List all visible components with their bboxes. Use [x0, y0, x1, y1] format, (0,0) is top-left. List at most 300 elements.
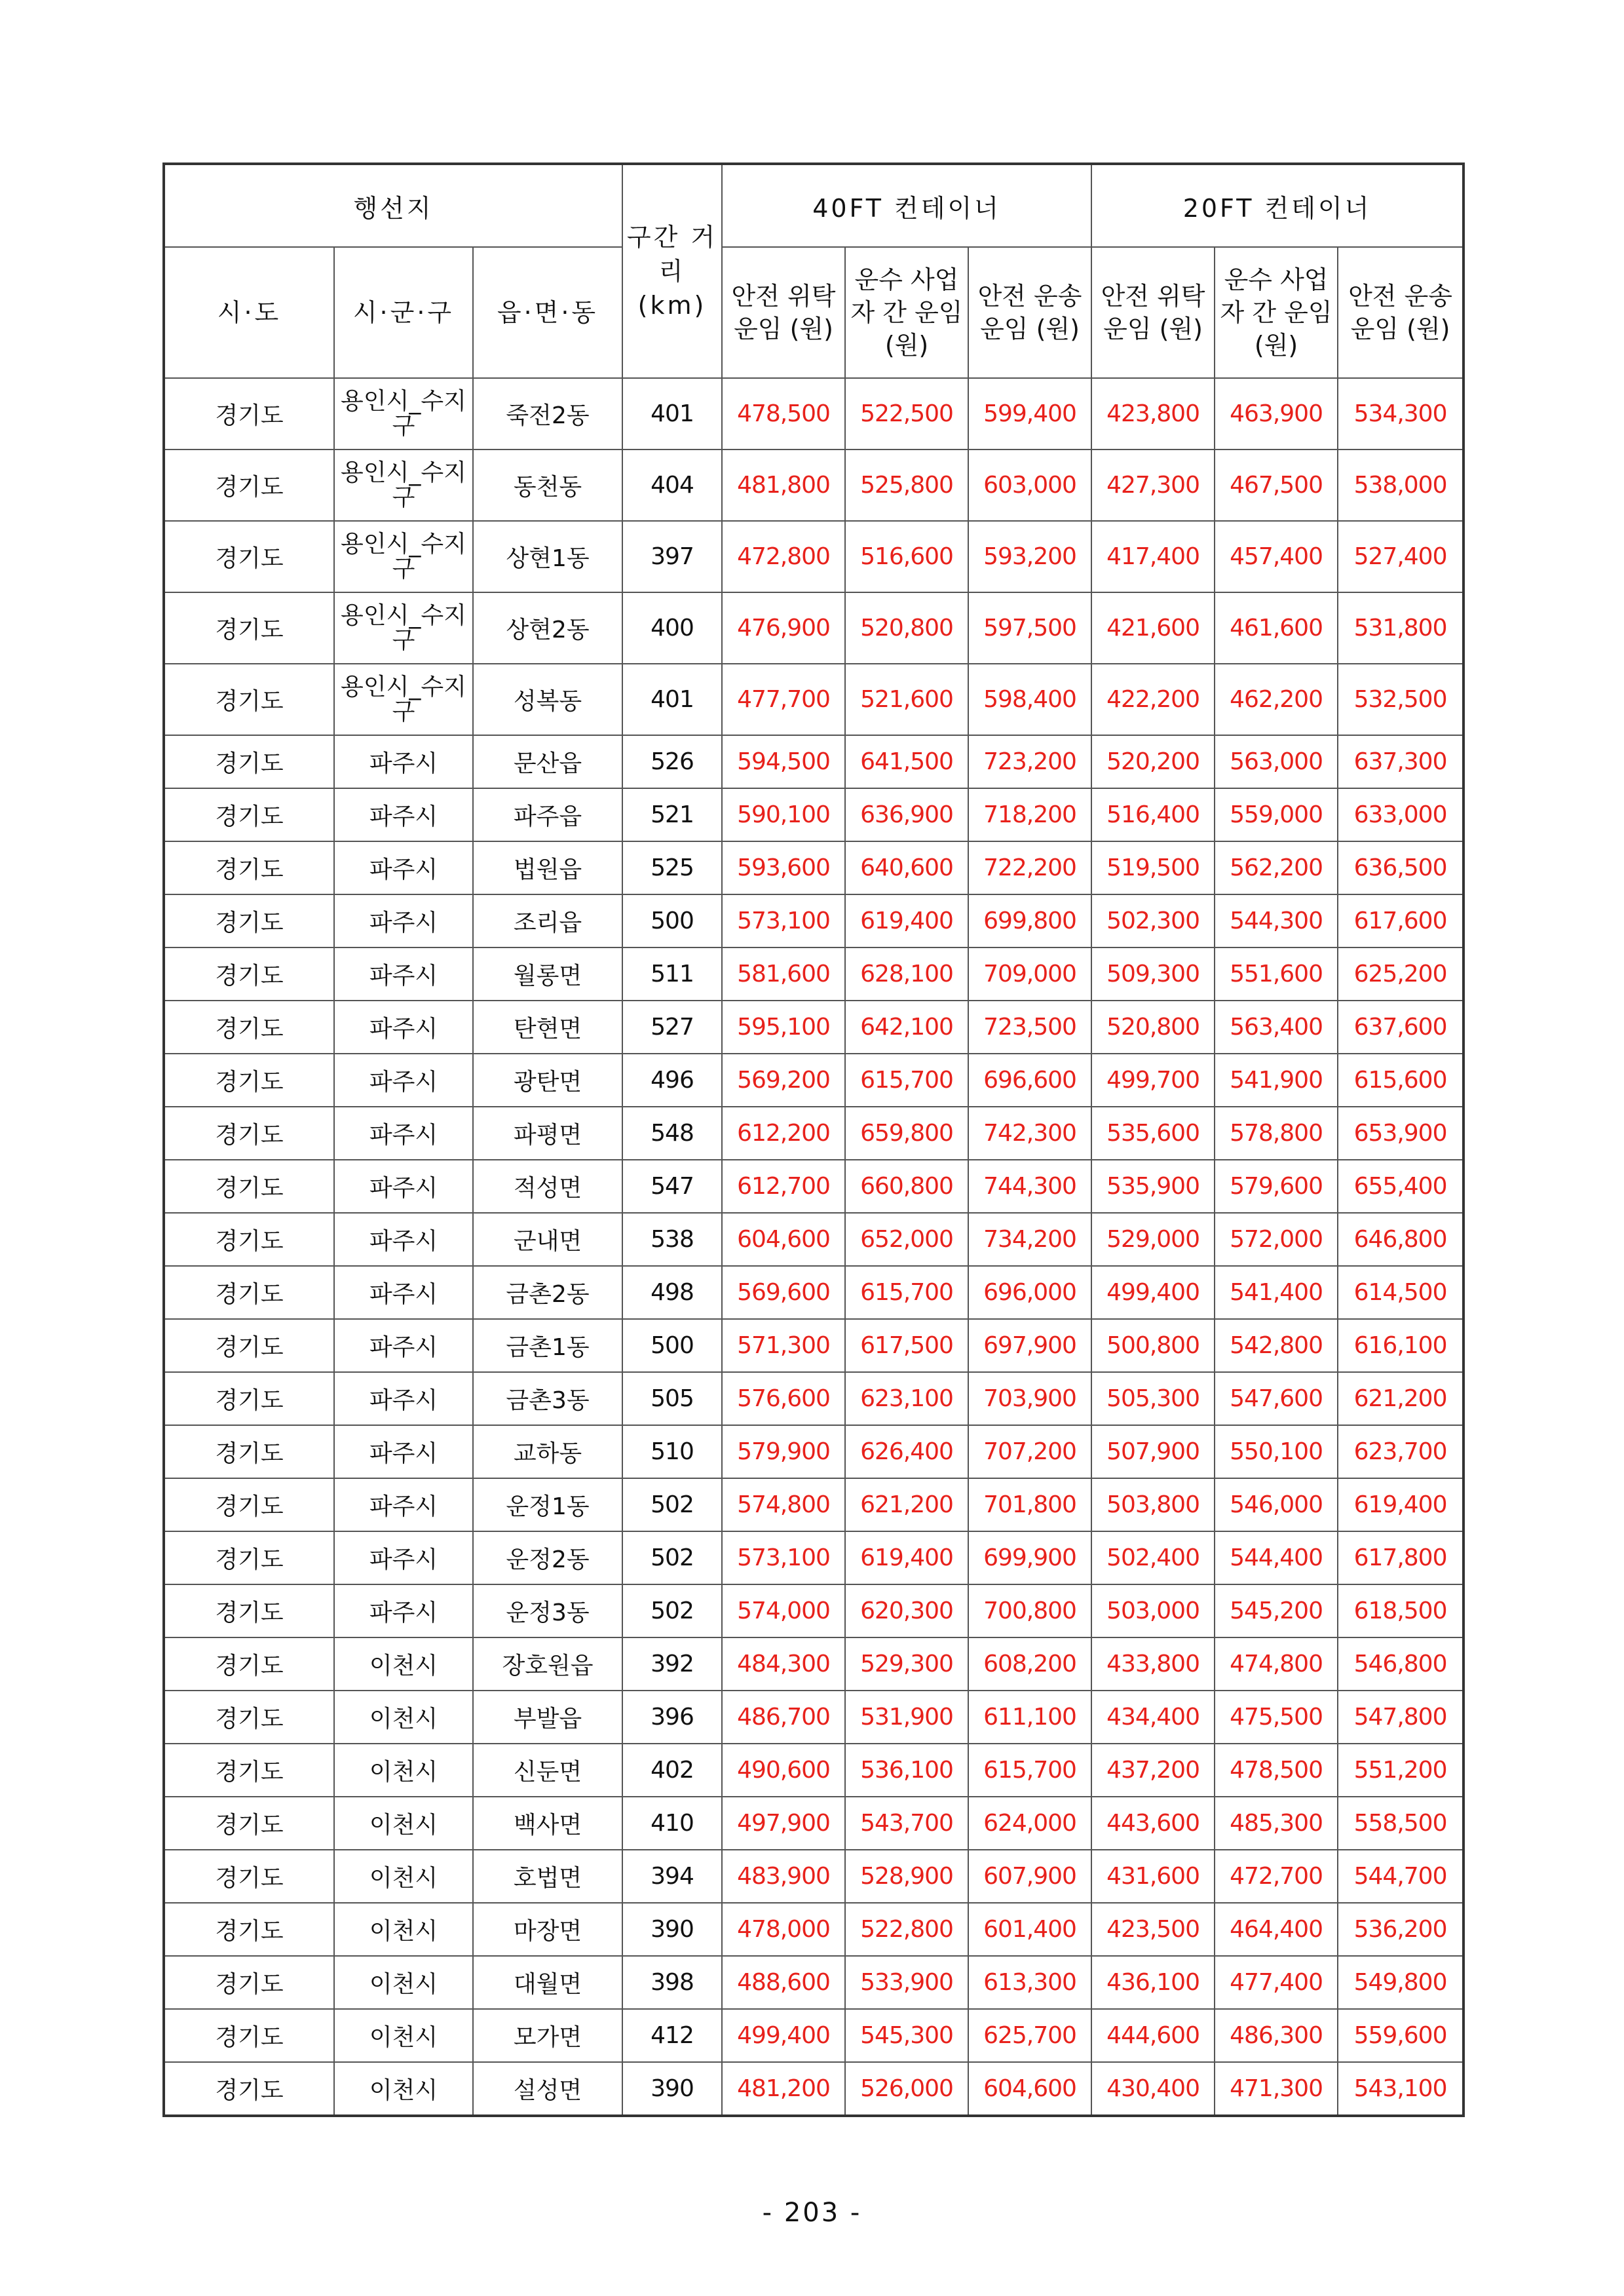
- cell-sido: 경기도: [164, 1797, 334, 1850]
- cell-eupmyeondong: 적성면: [473, 1160, 622, 1213]
- cell-20ft-carrier: 463,900: [1215, 378, 1338, 450]
- cell-sido: 경기도: [164, 1001, 334, 1054]
- cell-40ft-safe-transport: 611,100: [968, 1691, 1091, 1744]
- cell-40ft-safe-consign: 604,600: [722, 1213, 845, 1266]
- header-40ft-safe-transport: 안전 운송 운임 (원): [968, 247, 1091, 378]
- cell-sigungu: 파주시: [334, 735, 473, 788]
- cell-40ft-carrier: 522,500: [845, 378, 968, 450]
- cell-eupmyeondong: 운정2동: [473, 1531, 622, 1584]
- table-row: [164, 1691, 1463, 1744]
- cell-40ft-safe-consign: 576,600: [722, 1372, 845, 1425]
- cell-20ft-carrier: 478,500: [1215, 1744, 1338, 1797]
- cell-eupmyeondong: 군내면: [473, 1213, 622, 1266]
- cell-sido: 경기도: [164, 1531, 334, 1584]
- cell-sigungu: 파주시: [334, 1054, 473, 1107]
- table-row: [164, 1319, 1463, 1372]
- cell-20ft-carrier: 544,400: [1215, 1531, 1338, 1584]
- cell-40ft-safe-transport: 613,300: [968, 1956, 1091, 2009]
- cell-40ft-safe-transport: 604,600: [968, 2062, 1091, 2116]
- cell-sigungu: 파주시: [334, 1107, 473, 1160]
- cell-sido: 경기도: [164, 735, 334, 788]
- cell-20ft-safe-transport: 637,600: [1338, 1001, 1463, 1054]
- cell-20ft-safe-transport: 543,100: [1338, 2062, 1463, 2116]
- cell-20ft-carrier: 472,700: [1215, 1850, 1338, 1903]
- cell-40ft-carrier: 617,500: [845, 1319, 968, 1372]
- cell-eupmyeondong: 신둔면: [473, 1744, 622, 1797]
- cell-40ft-safe-transport: 624,000: [968, 1797, 1091, 1850]
- cell-sido: 경기도: [164, 1956, 334, 2009]
- table-row: [164, 947, 1463, 1001]
- cell-sigungu: 이천시: [334, 1744, 473, 1797]
- cell-20ft-safe-transport: 621,200: [1338, 1372, 1463, 1425]
- cell-40ft-safe-consign: 612,700: [722, 1160, 845, 1213]
- cell-eupmyeondong: 금촌1동: [473, 1319, 622, 1372]
- cell-20ft-safe-consign: 431,600: [1091, 1850, 1215, 1903]
- cell-40ft-carrier: 652,000: [845, 1213, 968, 1266]
- cell-40ft-safe-consign: 581,600: [722, 947, 845, 1001]
- cell-eupmyeondong: 죽전2동: [473, 378, 622, 450]
- cell-sigungu: 파주시: [334, 1160, 473, 1213]
- cell-distance: 400: [622, 592, 722, 664]
- cell-40ft-safe-transport: 597,500: [968, 592, 1091, 664]
- cell-40ft-carrier: 528,900: [845, 1850, 968, 1903]
- cell-40ft-carrier: 531,900: [845, 1691, 968, 1744]
- table-row: [164, 1001, 1463, 1054]
- cell-eupmyeondong: 성복동: [473, 664, 622, 735]
- cell-sigungu: 파주시: [334, 947, 473, 1001]
- table-row: [164, 1797, 1463, 1850]
- cell-sido: 경기도: [164, 1107, 334, 1160]
- table-row: [164, 1850, 1463, 1903]
- cell-distance: 511: [622, 947, 722, 1001]
- cell-40ft-safe-consign: 477,700: [722, 664, 845, 735]
- cell-20ft-safe-transport: 547,800: [1338, 1691, 1463, 1744]
- cell-40ft-safe-transport: 707,200: [968, 1425, 1091, 1478]
- cell-sido: 경기도: [164, 1160, 334, 1213]
- cell-distance: 390: [622, 2062, 722, 2116]
- cell-sigungu: 파주시: [334, 1478, 473, 1531]
- cell-sido: 경기도: [164, 1691, 334, 1744]
- header-eupmyeondong: 읍·면·동: [473, 247, 622, 378]
- cell-distance: 502: [622, 1584, 722, 1637]
- cell-sigungu: 용인시_수지구: [334, 664, 473, 735]
- cell-40ft-carrier: 615,700: [845, 1266, 968, 1319]
- cell-40ft-safe-consign: 490,600: [722, 1744, 845, 1797]
- cell-40ft-carrier: 626,400: [845, 1425, 968, 1478]
- table-row: [164, 841, 1463, 894]
- cell-40ft-safe-transport: 703,900: [968, 1372, 1091, 1425]
- cell-distance: 401: [622, 378, 722, 450]
- cell-20ft-safe-transport: 619,400: [1338, 1478, 1463, 1531]
- cell-sigungu: 이천시: [334, 1797, 473, 1850]
- cell-distance: 538: [622, 1213, 722, 1266]
- cell-sigungu: 파주시: [334, 1531, 473, 1584]
- cell-20ft-safe-transport: 616,100: [1338, 1319, 1463, 1372]
- cell-distance: 410: [622, 1797, 722, 1850]
- cell-eupmyeondong: 모가면: [473, 2009, 622, 2062]
- cell-eupmyeondong: 탄현면: [473, 1001, 622, 1054]
- cell-40ft-safe-consign: 484,300: [722, 1637, 845, 1691]
- cell-distance: 500: [622, 894, 722, 947]
- cell-20ft-safe-consign: 421,600: [1091, 592, 1215, 664]
- cell-20ft-safe-consign: 427,300: [1091, 450, 1215, 521]
- cell-40ft-safe-consign: 569,600: [722, 1266, 845, 1319]
- cell-sido: 경기도: [164, 1372, 334, 1425]
- cell-distance: 390: [622, 1903, 722, 1956]
- cell-sigungu: 용인시_수지구: [334, 378, 473, 450]
- cell-20ft-safe-transport: 617,800: [1338, 1531, 1463, 1584]
- cell-20ft-safe-transport: 546,800: [1338, 1637, 1463, 1691]
- cell-40ft-carrier: 619,400: [845, 1531, 968, 1584]
- cell-sido: 경기도: [164, 1054, 334, 1107]
- cell-40ft-safe-transport: 601,400: [968, 1903, 1091, 1956]
- cell-sigungu: 용인시_수지구: [334, 450, 473, 521]
- cell-20ft-safe-transport: 655,400: [1338, 1160, 1463, 1213]
- cell-40ft-safe-consign: 590,100: [722, 788, 845, 841]
- cell-sido: 경기도: [164, 378, 334, 450]
- cell-distance: 394: [622, 1850, 722, 1903]
- cell-20ft-carrier: 547,600: [1215, 1372, 1338, 1425]
- cell-eupmyeondong: 설성면: [473, 2062, 622, 2116]
- header-20ft-group: 20FT 컨테이너: [1091, 164, 1463, 247]
- cell-20ft-safe-consign: 499,400: [1091, 1266, 1215, 1319]
- cell-20ft-safe-consign: 444,600: [1091, 2009, 1215, 2062]
- cell-distance: 412: [622, 2009, 722, 2062]
- cell-20ft-carrier: 550,100: [1215, 1425, 1338, 1478]
- header-40ft-group: 40FT 컨테이너: [722, 164, 1091, 247]
- cell-20ft-carrier: 485,300: [1215, 1797, 1338, 1850]
- cell-20ft-carrier: 457,400: [1215, 521, 1338, 592]
- cell-40ft-safe-consign: 574,800: [722, 1478, 845, 1531]
- cell-40ft-carrier: 533,900: [845, 1956, 968, 2009]
- cell-20ft-safe-transport: 653,900: [1338, 1107, 1463, 1160]
- cell-sigungu: 파주시: [334, 1213, 473, 1266]
- cell-40ft-carrier: 529,300: [845, 1637, 968, 1691]
- cell-40ft-carrier: 641,500: [845, 735, 968, 788]
- cell-sido: 경기도: [164, 1903, 334, 1956]
- table-row: [164, 1213, 1463, 1266]
- cell-sido: 경기도: [164, 1850, 334, 1903]
- cell-20ft-carrier: 562,200: [1215, 841, 1338, 894]
- header-20ft-carrier: 운수 사업자 간 운임 (원): [1215, 247, 1338, 378]
- cell-20ft-safe-transport: 558,500: [1338, 1797, 1463, 1850]
- cell-distance: 548: [622, 1107, 722, 1160]
- header-40ft-carrier: 운수 사업자 간 운임 (원): [845, 247, 968, 378]
- cell-40ft-carrier: 640,600: [845, 841, 968, 894]
- cell-20ft-safe-transport: 549,800: [1338, 1956, 1463, 2009]
- cell-eupmyeondong: 장호원읍: [473, 1637, 622, 1691]
- cell-40ft-carrier: 536,100: [845, 1744, 968, 1797]
- cell-sido: 경기도: [164, 1744, 334, 1797]
- cell-distance: 402: [622, 1744, 722, 1797]
- cell-sigungu: 이천시: [334, 1850, 473, 1903]
- cell-sido: 경기도: [164, 1213, 334, 1266]
- cell-sido: 경기도: [164, 2009, 334, 2062]
- cell-sigungu: 파주시: [334, 1319, 473, 1372]
- cell-40ft-carrier: 615,700: [845, 1054, 968, 1107]
- cell-40ft-carrier: 545,300: [845, 2009, 968, 2062]
- cell-eupmyeondong: 법원읍: [473, 841, 622, 894]
- cell-40ft-safe-transport: 607,900: [968, 1850, 1091, 1903]
- cell-sido: 경기도: [164, 947, 334, 1001]
- cell-sigungu: 파주시: [334, 788, 473, 841]
- table-row: [164, 1054, 1463, 1107]
- cell-20ft-safe-consign: 502,300: [1091, 894, 1215, 947]
- cell-20ft-carrier: 464,400: [1215, 1903, 1338, 1956]
- cell-20ft-safe-consign: 433,800: [1091, 1637, 1215, 1691]
- table-row: [164, 378, 1463, 450]
- cell-40ft-safe-consign: 573,100: [722, 894, 845, 947]
- cell-20ft-carrier: 572,000: [1215, 1213, 1338, 1266]
- cell-distance: 500: [622, 1319, 722, 1372]
- cell-40ft-safe-consign: 481,200: [722, 2062, 845, 2116]
- cell-20ft-safe-transport: 531,800: [1338, 592, 1463, 664]
- cell-40ft-safe-transport: 742,300: [968, 1107, 1091, 1160]
- cell-20ft-safe-transport: 623,700: [1338, 1425, 1463, 1478]
- cell-20ft-carrier: 475,500: [1215, 1691, 1338, 1744]
- cell-distance: 510: [622, 1425, 722, 1478]
- cell-distance: 502: [622, 1531, 722, 1584]
- cell-sigungu: 이천시: [334, 1637, 473, 1691]
- cell-eupmyeondong: 동천동: [473, 450, 622, 521]
- cell-eupmyeondong: 파주읍: [473, 788, 622, 841]
- cell-sigungu: 파주시: [334, 894, 473, 947]
- cell-sigungu: 파주시: [334, 1425, 473, 1478]
- cell-sido: 경기도: [164, 788, 334, 841]
- cell-20ft-carrier: 477,400: [1215, 1956, 1338, 2009]
- cell-20ft-safe-consign: 535,600: [1091, 1107, 1215, 1160]
- cell-distance: 401: [622, 664, 722, 735]
- cell-20ft-carrier: 546,000: [1215, 1478, 1338, 1531]
- header-20ft-safe-consign: 안전 위탁 운임 (원): [1091, 247, 1215, 378]
- table-row: [164, 1372, 1463, 1425]
- cell-20ft-safe-transport: 559,600: [1338, 2009, 1463, 2062]
- cell-20ft-safe-consign: 502,400: [1091, 1531, 1215, 1584]
- cell-40ft-safe-transport: 696,000: [968, 1266, 1091, 1319]
- cell-distance: 404: [622, 450, 722, 521]
- cell-20ft-safe-transport: 636,500: [1338, 841, 1463, 894]
- table-row: [164, 2062, 1463, 2116]
- cell-20ft-carrier: 559,000: [1215, 788, 1338, 841]
- cell-40ft-carrier: 636,900: [845, 788, 968, 841]
- cell-20ft-safe-consign: 417,400: [1091, 521, 1215, 592]
- cell-distance: 525: [622, 841, 722, 894]
- cell-40ft-safe-transport: 734,200: [968, 1213, 1091, 1266]
- cell-40ft-safe-consign: 497,900: [722, 1797, 845, 1850]
- cell-40ft-safe-consign: 574,000: [722, 1584, 845, 1637]
- cell-eupmyeondong: 문산읍: [473, 735, 622, 788]
- cell-40ft-safe-consign: 472,800: [722, 521, 845, 592]
- cell-40ft-safe-consign: 571,300: [722, 1319, 845, 1372]
- cell-eupmyeondong: 부발읍: [473, 1691, 622, 1744]
- cell-40ft-safe-consign: 486,700: [722, 1691, 845, 1744]
- cell-40ft-carrier: 619,400: [845, 894, 968, 947]
- table-row: [164, 1903, 1463, 1956]
- cell-40ft-safe-consign: 478,000: [722, 1903, 845, 1956]
- header-20ft-safe-transport: 안전 운송 운임 (원): [1338, 247, 1463, 378]
- cell-20ft-safe-consign: 430,400: [1091, 2062, 1215, 2116]
- table-row: [164, 592, 1463, 664]
- cell-distance: 521: [622, 788, 722, 841]
- cell-eupmyeondong: 호법면: [473, 1850, 622, 1903]
- cell-20ft-safe-consign: 507,900: [1091, 1425, 1215, 1478]
- cell-40ft-carrier: 628,100: [845, 947, 968, 1001]
- cell-sigungu: 파주시: [334, 1001, 473, 1054]
- cell-20ft-carrier: 461,600: [1215, 592, 1338, 664]
- table-row: [164, 788, 1463, 841]
- cell-20ft-carrier: 551,600: [1215, 947, 1338, 1001]
- table-row: [164, 1744, 1463, 1797]
- cell-20ft-carrier: 541,400: [1215, 1266, 1338, 1319]
- cell-20ft-safe-consign: 503,000: [1091, 1584, 1215, 1637]
- cell-sido: 경기도: [164, 664, 334, 735]
- cell-20ft-carrier: 563,400: [1215, 1001, 1338, 1054]
- cell-20ft-safe-transport: 527,400: [1338, 521, 1463, 592]
- cell-40ft-safe-transport: 722,200: [968, 841, 1091, 894]
- cell-sido: 경기도: [164, 841, 334, 894]
- cell-sido: 경기도: [164, 1637, 334, 1691]
- table-row: [164, 735, 1463, 788]
- cell-40ft-safe-consign: 573,100: [722, 1531, 845, 1584]
- cell-eupmyeondong: 교하동: [473, 1425, 622, 1478]
- table-row: [164, 1956, 1463, 2009]
- table-row: [164, 1425, 1463, 1478]
- cell-eupmyeondong: 운정3동: [473, 1584, 622, 1637]
- cell-40ft-safe-consign: 488,600: [722, 1956, 845, 2009]
- cell-40ft-carrier: 520,800: [845, 592, 968, 664]
- cell-40ft-safe-consign: 481,800: [722, 450, 845, 521]
- cell-40ft-carrier: 521,600: [845, 664, 968, 735]
- cell-distance: 547: [622, 1160, 722, 1213]
- cell-sigungu: 이천시: [334, 1956, 473, 2009]
- cell-20ft-safe-consign: 443,600: [1091, 1797, 1215, 1850]
- table-row: [164, 1531, 1463, 1584]
- cell-20ft-safe-consign: 520,800: [1091, 1001, 1215, 1054]
- cell-40ft-carrier: 620,300: [845, 1584, 968, 1637]
- header-sigungu: 시·군·구: [334, 247, 473, 378]
- cell-eupmyeondong: 금촌3동: [473, 1372, 622, 1425]
- cell-20ft-safe-consign: 499,700: [1091, 1054, 1215, 1107]
- cell-20ft-safe-consign: 500,800: [1091, 1319, 1215, 1372]
- cell-sigungu: 이천시: [334, 2009, 473, 2062]
- cell-sigungu: 파주시: [334, 1372, 473, 1425]
- cell-20ft-safe-consign: 423,800: [1091, 378, 1215, 450]
- cell-40ft-safe-transport: 599,400: [968, 378, 1091, 450]
- cell-eupmyeondong: 조리읍: [473, 894, 622, 947]
- cell-40ft-carrier: 660,800: [845, 1160, 968, 1213]
- cell-40ft-carrier: 525,800: [845, 450, 968, 521]
- cell-40ft-safe-transport: 593,200: [968, 521, 1091, 592]
- cell-20ft-safe-transport: 633,000: [1338, 788, 1463, 841]
- cell-40ft-safe-consign: 594,500: [722, 735, 845, 788]
- cell-40ft-safe-transport: 625,700: [968, 2009, 1091, 2062]
- cell-20ft-carrier: 462,200: [1215, 664, 1338, 735]
- cell-distance: 498: [622, 1266, 722, 1319]
- cell-eupmyeondong: 광탄면: [473, 1054, 622, 1107]
- table-row: [164, 521, 1463, 592]
- table-row: [164, 1478, 1463, 1531]
- header-40ft-safe-consign: 안전 위탁 운임 (원): [722, 247, 845, 378]
- cell-20ft-carrier: 474,800: [1215, 1637, 1338, 1691]
- cell-40ft-safe-transport: 699,900: [968, 1531, 1091, 1584]
- cell-20ft-carrier: 545,200: [1215, 1584, 1338, 1637]
- cell-20ft-safe-consign: 422,200: [1091, 664, 1215, 735]
- table-row: [164, 1160, 1463, 1213]
- cell-20ft-safe-transport: 615,600: [1338, 1054, 1463, 1107]
- table-row: [164, 1107, 1463, 1160]
- cell-20ft-carrier: 486,300: [1215, 2009, 1338, 2062]
- cell-40ft-safe-consign: 579,900: [722, 1425, 845, 1478]
- cell-40ft-safe-transport: 723,200: [968, 735, 1091, 788]
- cell-distance: 505: [622, 1372, 722, 1425]
- cell-20ft-carrier: 541,900: [1215, 1054, 1338, 1107]
- table-body: [164, 378, 1463, 2116]
- cell-sido: 경기도: [164, 1319, 334, 1372]
- cell-distance: 526: [622, 735, 722, 788]
- cell-20ft-carrier: 471,300: [1215, 2062, 1338, 2116]
- cell-distance: 398: [622, 1956, 722, 2009]
- table-row: [164, 664, 1463, 735]
- cell-eupmyeondong: 백사면: [473, 1797, 622, 1850]
- cell-20ft-safe-transport: 551,200: [1338, 1744, 1463, 1797]
- cell-40ft-safe-transport: 598,400: [968, 664, 1091, 735]
- cell-sigungu: 용인시_수지구: [334, 521, 473, 592]
- cell-sigungu: 이천시: [334, 2062, 473, 2116]
- table-row: [164, 1637, 1463, 1691]
- cell-20ft-safe-transport: 538,000: [1338, 450, 1463, 521]
- cell-20ft-safe-consign: 434,400: [1091, 1691, 1215, 1744]
- cell-40ft-safe-consign: 499,400: [722, 2009, 845, 2062]
- cell-40ft-safe-consign: 569,200: [722, 1054, 845, 1107]
- cell-eupmyeondong: 상현1동: [473, 521, 622, 592]
- cell-40ft-safe-transport: 718,200: [968, 788, 1091, 841]
- cell-20ft-safe-transport: 532,500: [1338, 664, 1463, 735]
- cell-20ft-safe-transport: 637,300: [1338, 735, 1463, 788]
- table-row: [164, 450, 1463, 521]
- cell-40ft-safe-consign: 476,900: [722, 592, 845, 664]
- cell-distance: 397: [622, 521, 722, 592]
- cell-20ft-safe-transport: 625,200: [1338, 947, 1463, 1001]
- cell-20ft-safe-consign: 436,100: [1091, 1956, 1215, 2009]
- cell-sido: 경기도: [164, 1478, 334, 1531]
- cell-40ft-carrier: 621,200: [845, 1478, 968, 1531]
- cell-40ft-safe-transport: 608,200: [968, 1637, 1091, 1691]
- table-row: [164, 2009, 1463, 2062]
- cell-40ft-carrier: 543,700: [845, 1797, 968, 1850]
- cell-40ft-safe-transport: 697,900: [968, 1319, 1091, 1372]
- cell-40ft-safe-transport: 603,000: [968, 450, 1091, 521]
- cell-40ft-carrier: 623,100: [845, 1372, 968, 1425]
- cell-40ft-safe-transport: 744,300: [968, 1160, 1091, 1213]
- cell-20ft-safe-consign: 535,900: [1091, 1160, 1215, 1213]
- cell-distance: 502: [622, 1478, 722, 1531]
- cell-sido: 경기도: [164, 521, 334, 592]
- cell-20ft-safe-consign: 503,800: [1091, 1478, 1215, 1531]
- cell-20ft-safe-transport: 646,800: [1338, 1213, 1463, 1266]
- cell-sigungu: 이천시: [334, 1691, 473, 1744]
- cell-20ft-safe-consign: 423,500: [1091, 1903, 1215, 1956]
- freight-rate-table: [162, 163, 1465, 2117]
- cell-20ft-safe-transport: 544,700: [1338, 1850, 1463, 1903]
- cell-20ft-safe-consign: 529,000: [1091, 1213, 1215, 1266]
- cell-sigungu: 용인시_수지구: [334, 592, 473, 664]
- cell-20ft-safe-transport: 617,600: [1338, 894, 1463, 947]
- cell-sido: 경기도: [164, 1425, 334, 1478]
- cell-eupmyeondong: 월롱면: [473, 947, 622, 1001]
- cell-sido: 경기도: [164, 1266, 334, 1319]
- cell-20ft-safe-consign: 519,500: [1091, 841, 1215, 894]
- cell-eupmyeondong: 운정1동: [473, 1478, 622, 1531]
